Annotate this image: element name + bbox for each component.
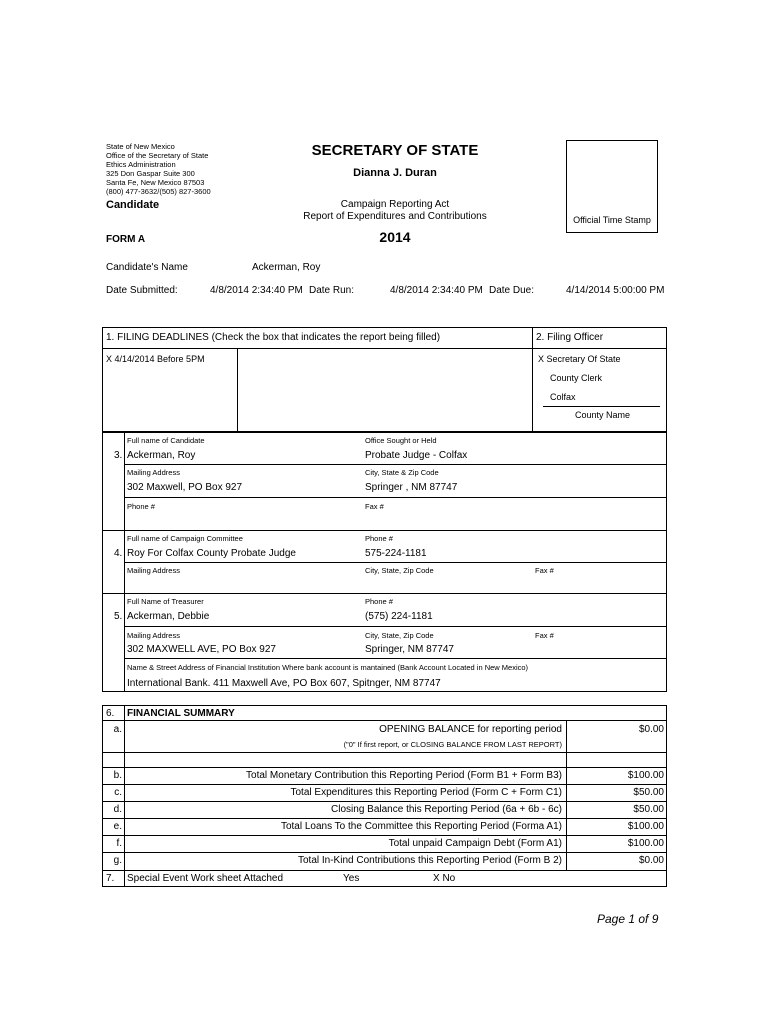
agency-line: (800) 477-3632/(505) 827-3600 [106,187,211,196]
agency-line: 325 Don Gaspar Suite 300 [106,169,195,178]
summary-row-value: $0.00 [638,855,664,866]
committee-name-label: Full name of Campaign Committee [127,534,243,543]
treasurer-phone-value: (575) 224-1181 [365,611,433,622]
section-number: 3. [114,450,123,461]
summary-row-label: Total Monetary Contribution this Reporting Period (Form B1 + Form B3) [246,770,562,781]
summary-row-value: $100.00 [627,838,664,849]
time-stamp-label: Official Time Stamp [573,215,651,225]
date-due-value: 4/14/2014 5:00:00 PM [566,285,665,296]
date-run-label: Date Run: [309,285,355,296]
mailing-address-label: Mailing Address [127,631,180,640]
city-state-zip-label: City, State, Zip Code [365,566,434,575]
agency-line: State of New Mexico [106,142,175,151]
agency-line: Santa Fe, New Mexico 87503 [106,178,205,187]
time-stamp-box [566,140,658,233]
row-divider [102,835,667,836]
summary-row-label: Total unpaid Campaign Debt (Form A1) [388,838,562,849]
summary-row-label: Total Loans To the Committee this Reporting Period (Forma A1) [280,821,562,832]
special-event-yes[interactable]: Yes [343,873,360,884]
agency-line: Ethics Administration [106,160,176,169]
bank-value: International Bank. 411 Maxwell Ave, PO Box 607, Spitnger, NM 87747 [127,678,441,689]
officer-option-sos[interactable]: X Secretary Of State [538,354,621,364]
row-letter: f. [116,838,122,849]
candidate-name-label: Candidate's Name [106,262,188,273]
financial-summary-title: FINANCIAL SUMMARY [127,708,235,719]
fax-label: Fax # [535,631,554,640]
row-letter: b. [113,770,122,781]
summary-row-value: $50.00 [633,787,664,798]
page-title: SECRETARY OF STATE [311,142,479,159]
summary-row-value: $100.00 [627,821,664,832]
fax-label: Fax # [365,502,384,511]
row-letter: g. [113,855,122,866]
county-value: Colfax [550,392,576,402]
phone-label: Phone # [127,502,155,511]
row-letter: c. [114,787,122,798]
opening-balance-value: $0.00 [638,724,664,735]
row-letter: a. [113,724,122,735]
page-number: Page 1 of 9 [597,912,659,926]
agency-line: Office of the Secretary of State [106,151,209,160]
treasurer-name-value: Ackerman, Debbie [127,611,210,622]
deadline-option-checked[interactable]: X 4/14/2014 Before 5PM [106,354,205,364]
special-event-label: Special Event Work sheet Attached [127,873,284,884]
committee-name-value: Roy For Colfax County Probate Judge [127,548,296,559]
office-sought-label: Office Sought or Held [365,436,437,445]
mailing-address-label: Mailing Address [127,468,180,477]
form-label: FORM A [106,234,146,245]
city-state-zip-label: City, State, Zip Code [365,631,434,640]
treasurer-mailing-value: 302 MAXWELL AVE, PO Box 927 [127,644,276,655]
report-year: 2014 [379,229,411,245]
row-divider [102,801,667,802]
city-state-zip-label: City, State & Zip Code [365,468,439,477]
mailing-address-value: 302 Maxwell, PO Box 927 [127,482,243,493]
opening-balance-label: OPENING BALANCE for reporting period [379,724,562,735]
city-state-zip-value: Springer , NM 87747 [365,482,458,493]
treasurer-name-label: Full Name of Treasurer [127,597,204,606]
summary-row-label: Total In-Kind Contributions this Reporting Period (Form B 2) [297,855,562,866]
summary-row-value: $50.00 [633,804,664,815]
section-number: 5. [114,611,123,622]
row-divider [102,818,667,819]
filing-officer-heading: 2. Filing Officer [536,332,604,343]
section-number: 4. [114,548,123,559]
row-letter: d. [113,804,122,815]
section-number: 7. [106,873,115,884]
row-divider [102,852,667,853]
candidate-fullname-value: Ackerman, Roy [127,450,196,461]
section-number: 6. [106,708,115,719]
date-submitted-value: 4/8/2014 2:34:40 PM [210,285,303,296]
officer-option-county[interactable]: County Clerk [550,373,603,383]
candidate-fullname-label: Full name of Candidate [127,436,205,445]
treasurer-city-value: Springer, NM 87747 [365,644,454,655]
mailing-address-label: Mailing Address [127,566,180,575]
date-due-label: Date Due: [489,285,535,296]
summary-row-value: $100.00 [627,770,664,781]
phone-label: Phone # [365,534,393,543]
date-run-value: 4/8/2014 2:34:40 PM [390,285,483,296]
opening-balance-note: ("0" If first report, or CLOSING BALANCE FROM LAST REPORT) [343,740,562,749]
candidate-label: Candidate [106,199,160,211]
office-sought-value: Probate Judge - Colfax [365,450,468,461]
row-divider [102,784,667,785]
committee-phone-value: 575-224-1181 [365,548,427,559]
special-event-no[interactable]: X No [433,873,456,884]
bank-label: Name & Street Address of Financial Institution Where bank account is mantained (Bank Account Located in New Mexico) [127,663,529,672]
summary-row-label: Closing Balance this Reporting Period (6a + 6b - 6c) [331,804,562,815]
filing-deadlines-title: 1. FILING DEADLINES (Check the box that indicates the report being filled) [106,332,441,343]
act-title: Campaign Reporting Act [340,199,450,210]
row-letter: e. [113,821,122,832]
candidate-name-value: Ackerman, Roy [252,262,321,273]
fax-label: Fax # [535,566,554,575]
summary-row-label: Total Expenditures this Reporting Period (Form C + Form C1) [290,787,562,798]
official-name: Dianna J. Duran [353,167,437,179]
date-submitted-label: Date Submitted: [106,285,178,296]
county-name-label: County Name [575,410,631,420]
report-title: Report of Expenditures and Contributions [303,211,487,222]
phone-label: Phone # [365,597,393,606]
